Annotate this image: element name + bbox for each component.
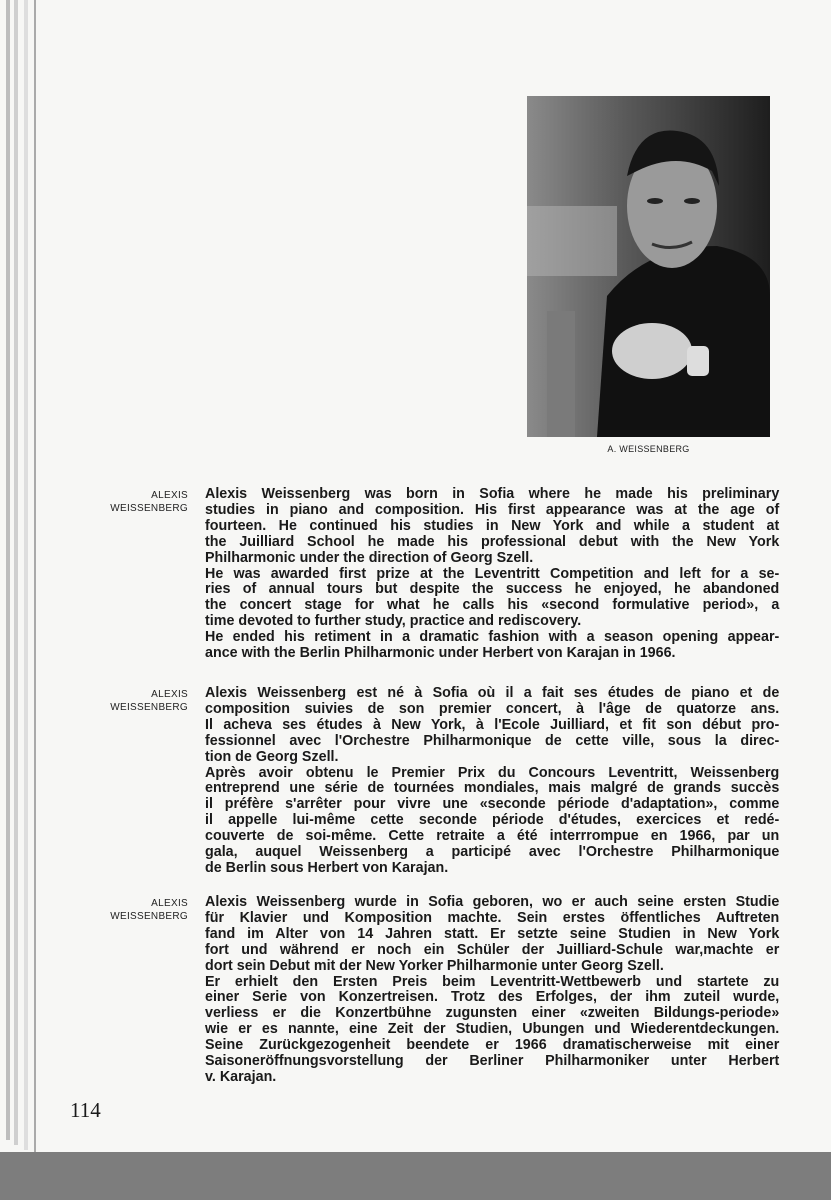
text-line: Il acheva ses études à New York, à l'Ecole Juilliard, et fit son début pro- [205,716,780,733]
text-line: ance with the Berlin Philharmonic under Herbert von Karajan in 1966. [205,645,676,662]
text-line: studies in piano and composition. His first appearance was at the age of [205,501,780,518]
bio-text-block [205,487,779,662]
text-line: Après avoir obtenu le Premier Prix du Concours Leventritt, Weissenberg [205,764,780,781]
text-line: verliess er die Konzertbühne zugunsten einer «zweiten Bildungs-periode» [205,1005,780,1022]
text-line: il appelle lui-même cette seconde période d'études, exercices et redé- [205,812,780,829]
text-line: ries of annual tours but despite the success he enjoyed, he abandoned [205,581,780,598]
photo-caption: A. WEISSENBERG [607,444,690,454]
text-line: Seine Zurückgezogenheit beendete er 1966 dramatischerweise mit einer [205,1037,780,1054]
text-line: fand im Alter von 14 Jahren statt. Er setzte seine Studien in New York [205,925,780,942]
text-line: the concert stage for what he calls his «second formulative period», a [205,597,780,614]
text-line: gala, auquel Weissenberg a participé avec l'Orchestre Philharmonique [205,844,780,861]
text-line: fort und während er noch ein Schüler der Juilliard-Schule war,machte er [205,941,780,958]
text-line: v. Karajan. [205,1068,277,1085]
text-line: Alexis Weissenberg est né à Sofia où il a fait ses études de piano et de [205,685,780,701]
page-stack-edge [24,0,28,1150]
bio-text-block [205,686,779,877]
text-line: tion de Georg Szell. [205,748,339,765]
text-line: Alexis Weissenberg wurde in Sofia geboren, wo er auch seine ersten Studie [205,894,780,910]
text-line: He ended his retiment in a dramatic fashion with a season opening appear- [205,629,780,646]
text-line: Saisoneröffnungsvorstellung der Berliner Philharmoniker unter Herbert [205,1053,780,1070]
text-line: the Juilliard School he made his professional debut with the New York [205,533,780,550]
text-line: für Klavier und Komposition machte. Sein erstes öffentliches Auftreten [205,909,780,926]
text-line: time devoted to further study, practice and rediscovery. [205,613,582,630]
text-line: Philharmonic under the direction of Georg Szell. [205,549,534,566]
portrait-photo [527,96,770,437]
text-line: dort sein Debut mit der New Yorker Philharmonie unter Georg Szell. [205,957,664,974]
page-stack-edge [6,0,10,1140]
side-label-line: WEISSENBERG [110,911,188,922]
text-line: il préfère s'arrêter pour vivre une «seconde période d'adaptation», comme [205,796,780,813]
text-line: Er erhielt den Ersten Preis beim Leventritt-Wettbewerb und startete zu [205,973,780,990]
side-label-line: WEISSENBERG [110,503,188,514]
text-line: fessionnel avec l'Orchestre Philharmonique de cette ville, sous la direc- [205,732,780,749]
bio-text-block [205,895,779,1086]
text-line: He was awarded first prize at the Leventritt Competition and left for a se- [205,565,780,582]
side-label-line: ALEXIS [151,490,188,501]
side-label-line: ALEXIS [151,689,188,700]
side-label [90,489,188,515]
page-stack-edge [34,0,36,1152]
text-line: Alexis Weissenberg was born in Sofia where he made his preliminary [205,486,780,502]
page-stack-edge [14,0,18,1145]
side-label [90,688,188,714]
text-line: couverte de soi-même. Cette retraite a été interrrompue en 1966, par un [205,828,780,845]
text-line: de Berlin sous Herbert von Karajan. [205,859,449,876]
page-number: 114 [70,1098,101,1122]
text-line: fourteen. He continued his studies in New York and while a student at [205,517,780,534]
side-label [90,897,188,923]
side-label-line: ALEXIS [151,898,188,909]
text-line: entreprend une série de tournées mondiales, mais malgré de grands succès [205,780,780,797]
text-line: einer Serie von Konzertreisen. Trotz des Erfolges, der ihm zuteil wurde, [205,989,780,1006]
text-line: wie er es nannte, eine Zeit der Studien, Ubungen und Wiederentdeckungen. [205,1021,780,1038]
text-line: composition suivies de son premier concert, à l'âge de quatorze ans. [205,700,780,717]
side-label-line: WEISSENBERG [110,702,188,713]
